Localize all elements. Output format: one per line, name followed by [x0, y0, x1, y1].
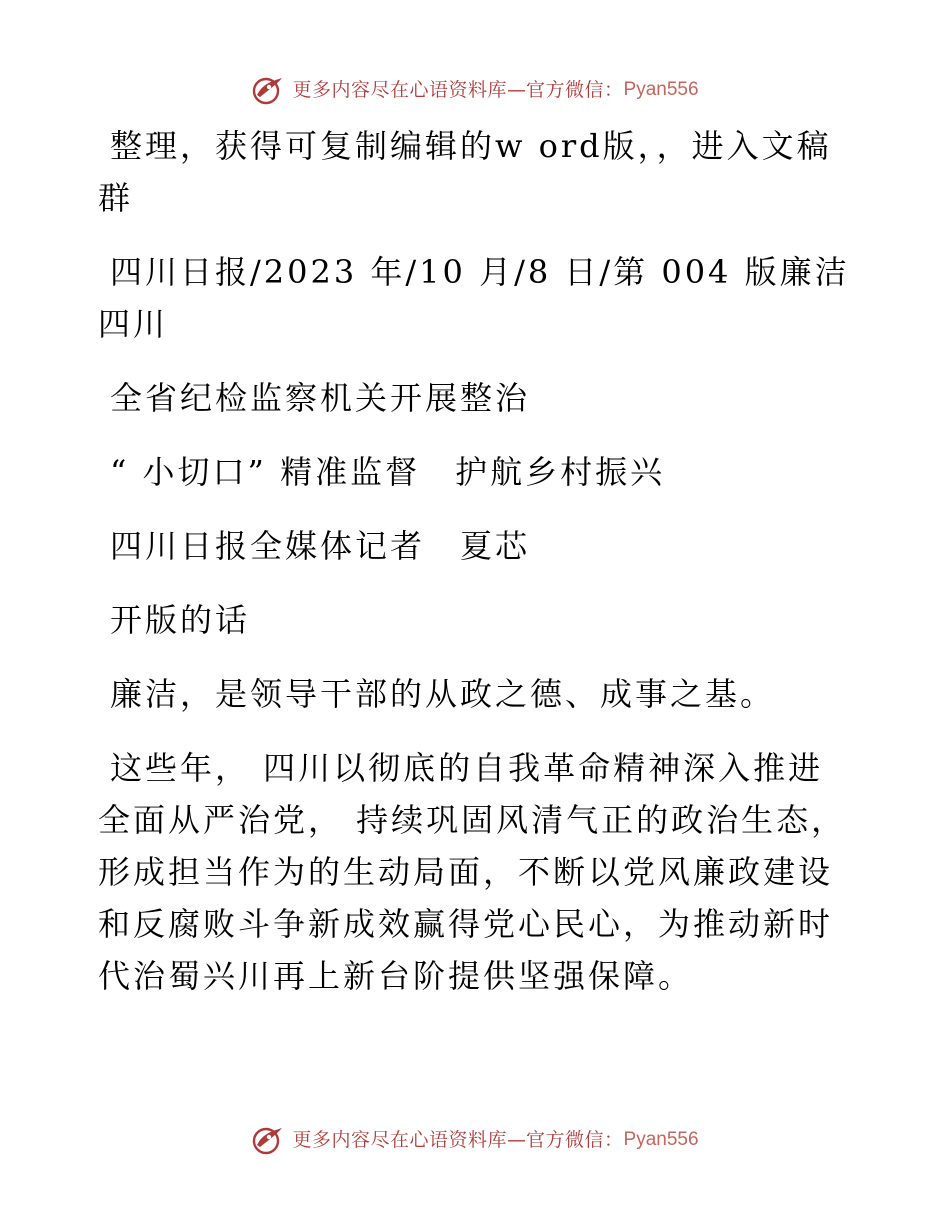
watermark-separator: —: [507, 78, 527, 101]
watermark-brand: 更多内容尽在心语资料库: [292, 1128, 508, 1151]
paragraph-headline-1: 全省纪检监察机关开展整治: [110, 379, 531, 417]
paragraph-body: 这些年， 四川以彻底的自我革命精神深入推进全面从严治党， 持续巩固风清气正的政治生态，形成担当作为的生动局面，不断以党风廉政建设和反腐败斗争新成效赢得党心民心，为推动新时代治蜀兴川再上新台阶提供坚强保障。: [98, 749, 847, 995]
document-body: [98, 120, 858, 1024]
pen-circle-logo-icon: [251, 1125, 285, 1155]
watermark-wechat-id: Pyan556: [623, 1128, 699, 1150]
paragraph-section-title: 开版的话: [110, 601, 251, 639]
header-watermark: [0, 74, 950, 104]
paragraph-lead: 廉洁，是领导干部的从政之德、成事之基。: [110, 675, 776, 713]
watermark-separator: —: [507, 1128, 527, 1151]
watermark-brand: 更多内容尽在心语资料库: [292, 78, 508, 101]
watermark-wechat-label: 官方微信：: [526, 78, 624, 101]
paragraph-byline: 四川日报全媒体记者 夏芯: [110, 527, 531, 565]
watermark-wechat-label: 官方微信：: [526, 1128, 624, 1151]
watermark-wechat-id: Pyan556: [623, 78, 699, 100]
paragraph-source: 四川日报/2023 年/10 月/8 日/第 004 版廉洁四川: [98, 253, 850, 343]
footer-watermark: [0, 1124, 950, 1154]
paragraph-intro: 整理，获得可复制编辑的w ord版，，进入文稿群: [98, 127, 832, 217]
paragraph-headline-2: “ 小切口” 精准监督 护航乡村振兴: [110, 453, 666, 491]
pen-circle-logo-icon: [251, 75, 285, 105]
